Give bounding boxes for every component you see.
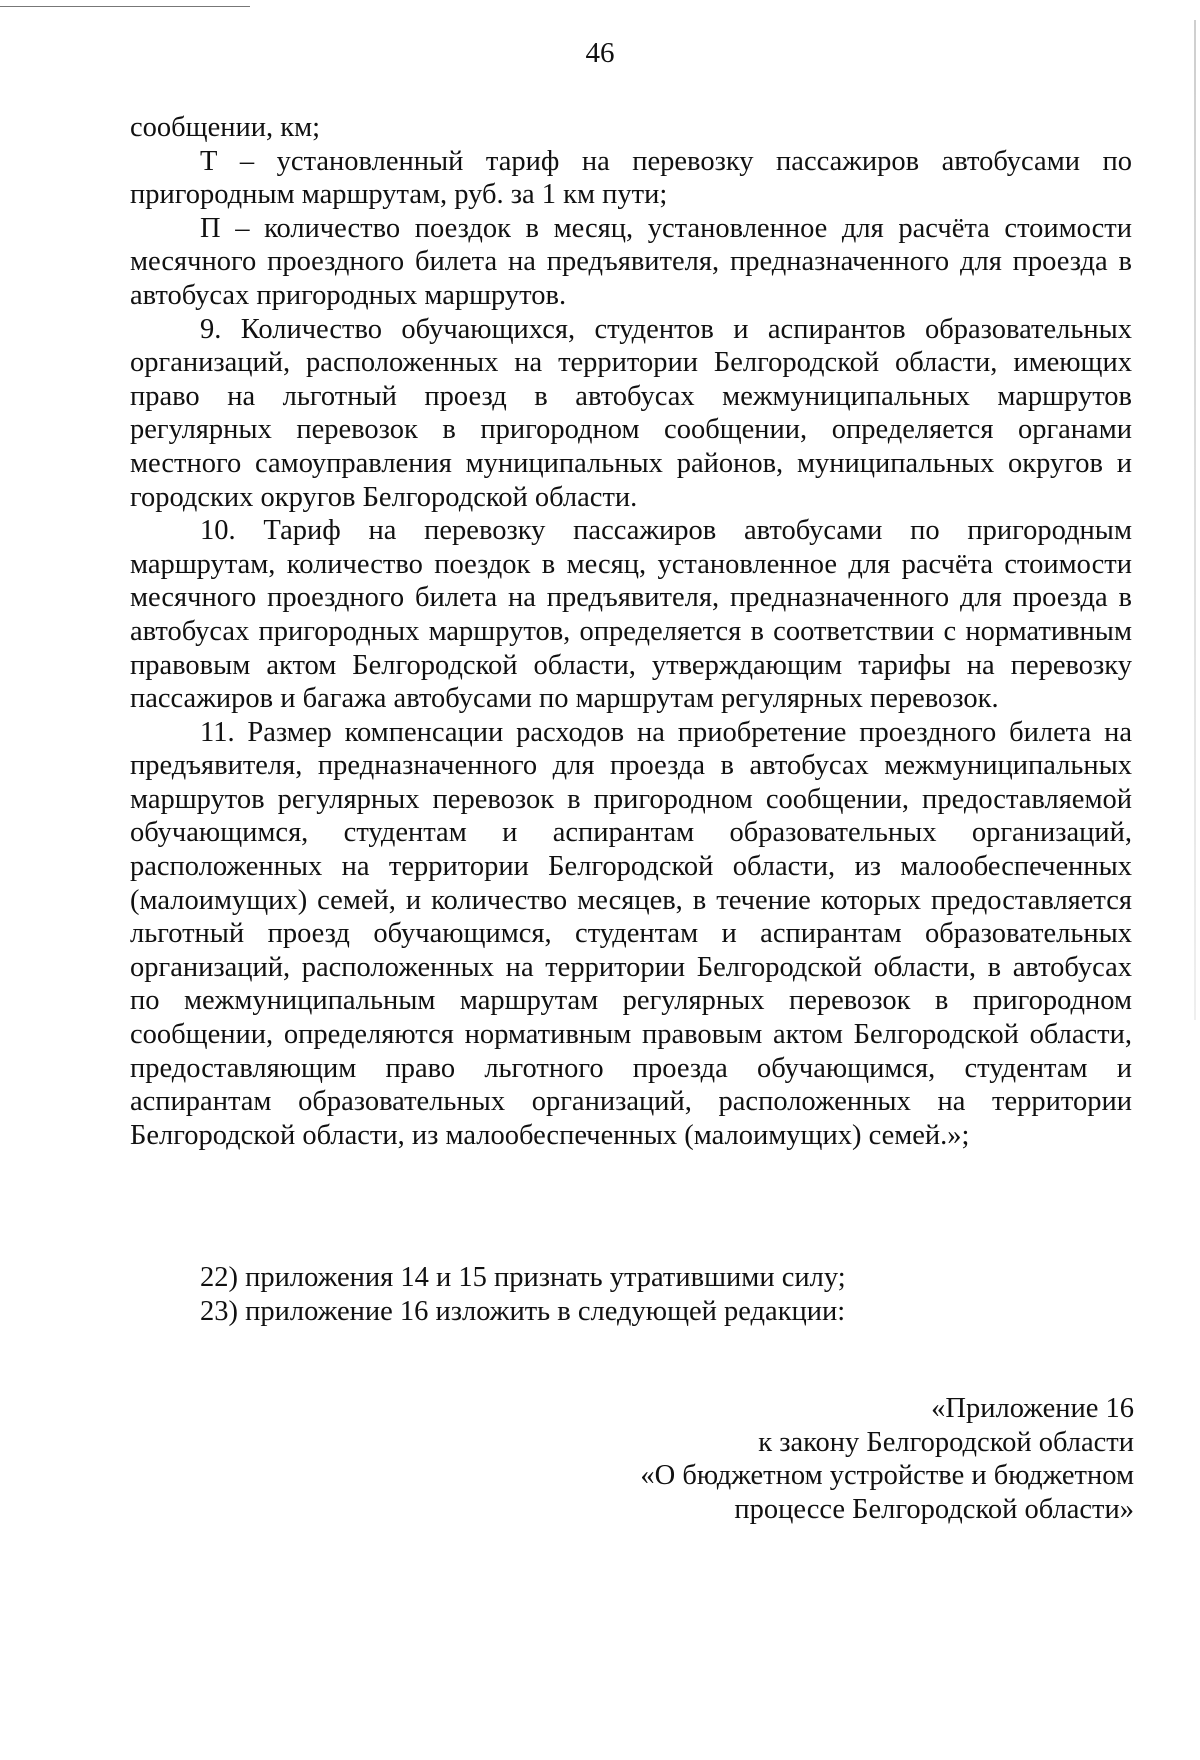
appendix-heading bbox=[640, 1392, 1134, 1526]
appendix-heading-line: процессе Белгородской области» bbox=[734, 1493, 1134, 1525]
scan-edge-shadow bbox=[1194, 20, 1196, 1020]
paragraph-continuation: сообщении, км; bbox=[130, 112, 321, 143]
amendment-item: 23) приложение 16 изложить в следующей редакции: bbox=[200, 1295, 846, 1327]
appendix-heading-line: к закону Белгородской области bbox=[758, 1426, 1134, 1458]
paragraph-trips-definition: П – количество поездок в месяц, установленное для расчёта стоимости месячного проездного билета на предъявителя, предназначенного для проезда в автобусах пригородных маршрутов. bbox=[130, 212, 1132, 311]
appendix-heading-line: «О бюджетном устройстве и бюджетном bbox=[640, 1460, 1134, 1492]
appendix-heading-line: «Приложение 16 bbox=[931, 1393, 1134, 1424]
amendment-items bbox=[200, 1261, 1132, 1328]
body-text bbox=[130, 111, 1132, 1152]
amendment-item: 22) приложения 14 и 15 признать утратившими силу; bbox=[200, 1262, 846, 1293]
paragraph-tariff-definition: Т – установленный тариф на перевозку пассажиров автобусами по пригородным маршрутам, руб. за 1 км пути; bbox=[130, 145, 1132, 211]
paragraph-clause-11: 11. Размер компенсации расходов на приобретение проездного билета на предъявителя, предназначенного для проезда в автобусах межмуниципальных маршрутов регулярных перевозок в пригородном сообщении, предоставляемой обучающимся, студентам и аспирантам образовательных организаций, расположенных на территории Белгородской области, из малообеспеченных (малоимущих) семей, и количество месяцев, в течение которых предоставляется льготный проезд обучающимся, студентам и аспирантам образовательных организаций, расположенных на территории Белгородской области, в автобусах по межмуниципальным маршрутам регулярных перевозок в пригородном сообщении, определяются нормативным правовым актом Белгородской области, предоставляющим право льготного проезда обучающимся, студентам и аспирантам образовательных организаций, расположенных на территории Белгородской области, из малообеспеченных (малоимущих) семей.»; bbox=[130, 716, 1132, 1151]
page-number: 46 bbox=[585, 37, 615, 69]
paragraph-clause-9: 9. Количество обучающихся, студентов и аспирантов образовательных организаций, расположенных на территории Белгородской области, имеющих право на льготный проезд в автобусах межмуниципальных маршрутов регулярных перевозок в пригородном сообщении, определяется органами местного самоуправления муниципальных районов, муниципальных округов и городских округов Белгородской области. bbox=[130, 313, 1132, 513]
paragraph-clause-10: 10. Тариф на перевозку пассажиров автобусами по пригородным маршрутам, количество поездок в месяц, установленное для расчёта стоимости месячного проездного билета на предъявителя, предназначенного для проезда в автобусах пригородных маршрутов, определяется в соответствии с нормативным правовым актом Белгородской области, утверждающим тарифы на перевозку пассажиров и багажа автобусами по маршрутам регулярных перевозок. bbox=[130, 515, 1132, 715]
scan-border-mark bbox=[0, 6, 250, 7]
